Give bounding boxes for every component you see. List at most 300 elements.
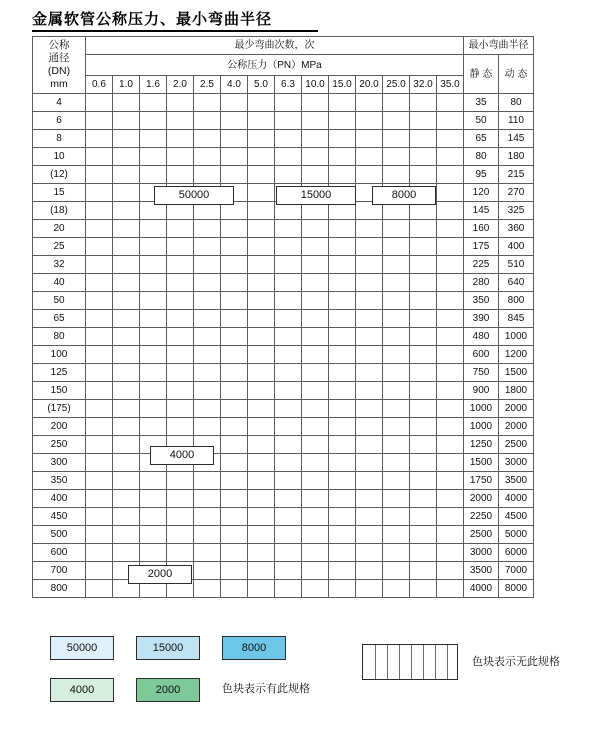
spec-cell <box>275 508 302 526</box>
spec-cell <box>140 490 167 508</box>
spec-cell <box>86 238 113 256</box>
spec-cell <box>329 292 356 310</box>
spec-cell <box>248 562 275 580</box>
spec-cell <box>437 202 464 220</box>
spec-cell <box>86 364 113 382</box>
static-radius-value: 50 <box>464 112 499 130</box>
spec-cell <box>194 220 221 238</box>
spec-cell <box>356 526 383 544</box>
spec-cell <box>221 166 248 184</box>
table-row <box>33 292 534 310</box>
spec-cell <box>86 526 113 544</box>
spec-cell <box>437 418 464 436</box>
spec-cell <box>329 238 356 256</box>
spec-cell <box>113 526 140 544</box>
spec-cell <box>356 508 383 526</box>
spec-cell <box>356 292 383 310</box>
spec-cell <box>167 364 194 382</box>
spec-cell <box>248 238 275 256</box>
spec-cell <box>437 346 464 364</box>
table-row <box>33 508 534 526</box>
spec-cell <box>248 490 275 508</box>
spec-cell <box>410 400 437 418</box>
static-radius-value: 80 <box>464 148 499 166</box>
spec-cell <box>194 490 221 508</box>
spec-cell <box>410 436 437 454</box>
spec-cell <box>86 130 113 148</box>
spec-cell <box>410 508 437 526</box>
table-row <box>33 490 534 508</box>
spec-cell <box>437 94 464 112</box>
spec-cell <box>248 526 275 544</box>
spec-cell <box>356 544 383 562</box>
spec-cell <box>248 274 275 292</box>
spec-cell <box>356 382 383 400</box>
static-radius-value: 2500 <box>464 526 499 544</box>
spec-cell <box>410 490 437 508</box>
dynamic-radius-value: 8000 <box>499 580 534 598</box>
callout-label: 2000 <box>128 565 192 584</box>
spec-cell <box>329 220 356 238</box>
spec-cell <box>329 112 356 130</box>
spec-cell <box>329 454 356 472</box>
spec-cell <box>221 490 248 508</box>
spec-cell <box>383 112 410 130</box>
spec-cell <box>410 418 437 436</box>
spec-cell <box>275 310 302 328</box>
spec-cell <box>302 148 329 166</box>
spec-cell <box>437 544 464 562</box>
static-radius-value: 2250 <box>464 508 499 526</box>
spec-cell <box>194 346 221 364</box>
spec-cell <box>113 490 140 508</box>
spec-cell <box>221 112 248 130</box>
dn-value: 150 <box>33 382 86 400</box>
dn-value: 800 <box>33 580 86 598</box>
spec-cell <box>275 526 302 544</box>
dn-value: 450 <box>33 508 86 526</box>
pressure-col-header-9: 15.0 <box>329 76 356 94</box>
spec-cell <box>167 256 194 274</box>
spec-cell <box>275 292 302 310</box>
spec-cell <box>248 472 275 490</box>
spec-cell <box>167 472 194 490</box>
dn-value: (18) <box>33 202 86 220</box>
spec-cell <box>356 112 383 130</box>
static-radius-value: 65 <box>464 130 499 148</box>
spec-cell <box>302 562 329 580</box>
spec-cell <box>410 310 437 328</box>
spec-cell <box>194 526 221 544</box>
spec-cell <box>410 382 437 400</box>
dn-header-line-2: 通径 <box>48 52 70 64</box>
static-radius-value: 280 <box>464 274 499 292</box>
spec-cell <box>329 382 356 400</box>
dynamic-radius-value: 360 <box>499 220 534 238</box>
spec-cell <box>410 130 437 148</box>
dn-value: (175) <box>33 400 86 418</box>
spec-cell <box>167 220 194 238</box>
table-row <box>33 454 534 472</box>
spec-cell <box>356 490 383 508</box>
spec-cell <box>275 166 302 184</box>
spec-cell <box>248 94 275 112</box>
table-row <box>33 256 534 274</box>
spec-cell <box>194 382 221 400</box>
spec-cell <box>302 274 329 292</box>
dn-value: 20 <box>33 220 86 238</box>
static-radius-value: 1000 <box>464 418 499 436</box>
spec-cell <box>140 310 167 328</box>
spec-cell <box>86 292 113 310</box>
spec-cell <box>221 310 248 328</box>
table-row <box>33 310 534 328</box>
spec-cell <box>194 148 221 166</box>
min-radius-header: 最小弯曲半径 <box>464 37 534 55</box>
spec-cell <box>221 382 248 400</box>
spec-cell <box>329 364 356 382</box>
static-radius-value: 1500 <box>464 454 499 472</box>
table-row <box>33 346 534 364</box>
static-radius-value: 175 <box>464 238 499 256</box>
spec-cell <box>140 130 167 148</box>
callout-label: 4000 <box>150 446 214 465</box>
spec-cell <box>248 256 275 274</box>
spec-cell <box>410 238 437 256</box>
spec-cell <box>194 130 221 148</box>
spec-cell <box>410 454 437 472</box>
dynamic-radius-value: 1000 <box>499 328 534 346</box>
spec-cell <box>221 472 248 490</box>
table-body <box>33 94 534 598</box>
dynamic-radius-value: 6000 <box>499 544 534 562</box>
spec-cell <box>140 220 167 238</box>
dn-value: 25 <box>33 238 86 256</box>
spec-cell <box>275 112 302 130</box>
spec-cell <box>302 238 329 256</box>
spec-cell <box>437 328 464 346</box>
spec-cell <box>302 166 329 184</box>
spec-cell <box>275 148 302 166</box>
spec-cell <box>248 454 275 472</box>
pressure-col-header-12: 32.0 <box>410 76 437 94</box>
spec-cell <box>194 328 221 346</box>
spec-cell <box>329 490 356 508</box>
spec-cell <box>302 310 329 328</box>
spec-table <box>32 36 534 598</box>
spec-cell <box>275 328 302 346</box>
static-radius-value: 600 <box>464 346 499 364</box>
spec-cell <box>167 130 194 148</box>
dn-value: 40 <box>33 274 86 292</box>
spec-cell <box>86 400 113 418</box>
spec-cell <box>437 580 464 598</box>
pressure-col-header-6: 5.0 <box>248 76 275 94</box>
spec-cell <box>275 364 302 382</box>
spec-cell <box>248 166 275 184</box>
spec-cell <box>329 544 356 562</box>
spec-cell <box>383 364 410 382</box>
static-radius-value: 4000 <box>464 580 499 598</box>
spec-cell <box>140 364 167 382</box>
spec-cell <box>329 166 356 184</box>
dn-value: 100 <box>33 346 86 364</box>
spec-cell <box>302 472 329 490</box>
spec-cell <box>437 112 464 130</box>
spec-cell <box>383 436 410 454</box>
spec-cell <box>167 310 194 328</box>
static-radius-value: 120 <box>464 184 499 202</box>
dn-value: 500 <box>33 526 86 544</box>
spec-cell <box>221 238 248 256</box>
pressure-col-header-5: 4.0 <box>221 76 248 94</box>
table-row <box>33 166 534 184</box>
spec-cell <box>86 544 113 562</box>
table-row <box>33 238 534 256</box>
dn-value: 125 <box>33 364 86 382</box>
spec-cell <box>329 400 356 418</box>
spec-cell <box>275 400 302 418</box>
table-row <box>33 130 534 148</box>
spec-cell <box>329 526 356 544</box>
spec-cell <box>167 328 194 346</box>
spec-cell <box>221 454 248 472</box>
spec-cell <box>329 580 356 598</box>
static-radius-value: 750 <box>464 364 499 382</box>
static-radius-value: 1250 <box>464 436 499 454</box>
spec-cell <box>140 148 167 166</box>
spec-cell <box>140 346 167 364</box>
dn-value: 350 <box>33 472 86 490</box>
static-radius-value: 225 <box>464 256 499 274</box>
spec-cell <box>383 454 410 472</box>
dynamic-radius-value: 1800 <box>499 382 534 400</box>
spec-cell <box>383 238 410 256</box>
dynamic-radius-value: 800 <box>499 292 534 310</box>
static-radius-value: 160 <box>464 220 499 238</box>
dn-value: 300 <box>33 454 86 472</box>
dynamic-radius-value: 4000 <box>499 490 534 508</box>
dynamic-radius-value: 845 <box>499 310 534 328</box>
spec-cell <box>329 148 356 166</box>
static-radius-value: 900 <box>464 382 499 400</box>
spec-cell <box>194 508 221 526</box>
spec-cell <box>140 166 167 184</box>
spec-cell <box>113 454 140 472</box>
spec-cell <box>383 94 410 112</box>
page-title: 金属软管公称压力、最小弯曲半径 <box>32 12 273 28</box>
spec-cell <box>383 400 410 418</box>
table-row <box>33 526 534 544</box>
pressure-col-header-2: 1.6 <box>140 76 167 94</box>
static-radius-value: 1000 <box>464 400 499 418</box>
spec-cell <box>383 130 410 148</box>
spec-cell <box>275 94 302 112</box>
spec-cell <box>302 328 329 346</box>
spec-cell <box>140 292 167 310</box>
spec-cell <box>194 418 221 436</box>
dynamic-radius-value: 215 <box>499 166 534 184</box>
static-radius-value: 350 <box>464 292 499 310</box>
spec-cell <box>437 292 464 310</box>
spec-cell <box>86 346 113 364</box>
header-row-1 <box>33 37 534 55</box>
spec-cell <box>248 508 275 526</box>
spec-cell <box>275 454 302 472</box>
legend-swatch-15000: 15000 <box>136 636 200 660</box>
dn-value: 80 <box>33 328 86 346</box>
spec-cell <box>167 94 194 112</box>
spec-cell <box>437 490 464 508</box>
static-radius-value: 95 <box>464 166 499 184</box>
spec-cell <box>167 166 194 184</box>
spec-cell <box>86 184 113 202</box>
spec-cell <box>410 562 437 580</box>
legend-no-spec-text: 色块表示无此规格 <box>472 656 560 668</box>
spec-cell <box>302 400 329 418</box>
spec-cell <box>194 94 221 112</box>
spec-cell <box>248 130 275 148</box>
static-header: 静 态 <box>464 55 499 94</box>
table-row <box>33 364 534 382</box>
spec-cell <box>383 256 410 274</box>
spec-cell <box>194 274 221 292</box>
dn-value: 700 <box>33 562 86 580</box>
table-row <box>33 274 534 292</box>
dynamic-radius-value: 4500 <box>499 508 534 526</box>
spec-cell <box>410 166 437 184</box>
spec-cell <box>221 364 248 382</box>
spec-cell <box>221 562 248 580</box>
spec-cell <box>329 94 356 112</box>
dn-value: 65 <box>33 310 86 328</box>
spec-cell <box>248 418 275 436</box>
spec-cell <box>248 184 275 202</box>
dynamic-radius-value: 2000 <box>499 418 534 436</box>
spec-cell <box>383 526 410 544</box>
dn-value: 10 <box>33 148 86 166</box>
header-row-3 <box>33 76 534 94</box>
spec-cell <box>140 382 167 400</box>
spec-cell <box>356 274 383 292</box>
dn-value: 15 <box>33 184 86 202</box>
table-row <box>33 562 534 580</box>
spec-cell <box>410 292 437 310</box>
spec-cell <box>410 472 437 490</box>
spec-cell <box>248 112 275 130</box>
spec-cell <box>329 310 356 328</box>
dn-value: 400 <box>33 490 86 508</box>
dn-header-line-4: mm <box>50 78 68 90</box>
dynamic-radius-value: 110 <box>499 112 534 130</box>
spec-cell <box>437 436 464 454</box>
spec-cell <box>221 94 248 112</box>
spec-cell <box>194 472 221 490</box>
spec-cell <box>194 580 221 598</box>
spec-cell <box>140 472 167 490</box>
spec-cell <box>113 364 140 382</box>
pressure-col-header-4: 2.5 <box>194 76 221 94</box>
spec-cell <box>113 472 140 490</box>
callout-label: 8000 <box>372 186 436 205</box>
spec-cell <box>383 562 410 580</box>
spec-cell <box>383 544 410 562</box>
pressure-col-header-11: 25.0 <box>383 76 410 94</box>
spec-cell <box>437 400 464 418</box>
spec-cell <box>194 238 221 256</box>
spec-cell <box>167 274 194 292</box>
callout-label: 50000 <box>154 186 234 205</box>
dynamic-radius-value: 2000 <box>499 400 534 418</box>
spec-cell <box>248 544 275 562</box>
spec-cell <box>248 382 275 400</box>
spec-cell <box>275 220 302 238</box>
spec-cell <box>221 328 248 346</box>
spec-cell <box>86 94 113 112</box>
spec-cell <box>248 436 275 454</box>
spec-cell <box>113 346 140 364</box>
spec-cell <box>437 382 464 400</box>
spec-cell <box>221 130 248 148</box>
table-row <box>33 436 534 454</box>
spec-cell <box>329 130 356 148</box>
static-radius-value: 2000 <box>464 490 499 508</box>
spec-cell <box>437 364 464 382</box>
spec-cell <box>86 220 113 238</box>
spec-cell <box>86 310 113 328</box>
spec-cell <box>437 454 464 472</box>
spec-cell <box>275 580 302 598</box>
spec-cell <box>356 256 383 274</box>
spec-cell <box>248 310 275 328</box>
static-radius-value: 1750 <box>464 472 499 490</box>
spec-cell <box>437 184 464 202</box>
legend-swatch-2000: 2000 <box>136 678 200 702</box>
spec-cell <box>356 562 383 580</box>
spec-cell <box>167 292 194 310</box>
spec-cell <box>437 148 464 166</box>
spec-cell <box>437 256 464 274</box>
spec-cell <box>221 292 248 310</box>
dynamic-radius-value: 145 <box>499 130 534 148</box>
spec-cell <box>113 274 140 292</box>
spec-cell <box>383 166 410 184</box>
dn-value: 200 <box>33 418 86 436</box>
spec-cell <box>383 292 410 310</box>
table-row <box>33 382 534 400</box>
spec-cell <box>302 580 329 598</box>
spec-cell <box>383 148 410 166</box>
dynamic-radius-value: 80 <box>499 94 534 112</box>
pressure-col-header-8: 10.0 <box>302 76 329 94</box>
spec-cell <box>329 346 356 364</box>
spec-cell <box>329 328 356 346</box>
spec-cell <box>383 418 410 436</box>
spec-cell <box>437 310 464 328</box>
spec-cell <box>221 256 248 274</box>
dn-header-line-1: 公称 <box>48 39 70 51</box>
spec-cell <box>356 400 383 418</box>
spec-cell <box>194 544 221 562</box>
dn-value: 32 <box>33 256 86 274</box>
spec-cell <box>437 166 464 184</box>
spec-cell <box>437 526 464 544</box>
pressure-col-header-1: 1.0 <box>113 76 140 94</box>
spec-cell <box>113 418 140 436</box>
dn-value: 4 <box>33 94 86 112</box>
spec-cell <box>329 256 356 274</box>
spec-cell <box>194 562 221 580</box>
